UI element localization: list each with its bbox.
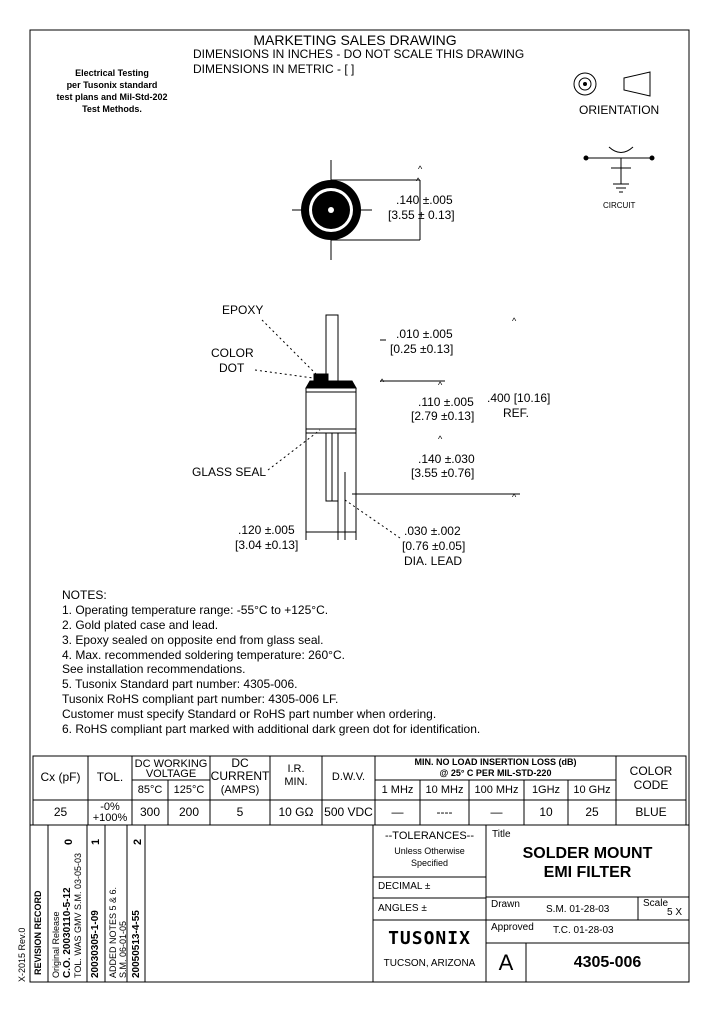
col-125c: 125°C [173,784,205,796]
testing-note-1: Electrical Testing [75,68,149,78]
disc-dim-metric: [3.55 ± 0.13] [388,208,455,222]
cell-color: BLUE [635,805,667,819]
orientation-symbol [574,72,650,96]
note-line: Tusonix RoHS compliant part number: 4305-006 LF. [62,692,339,706]
col-100mhz: 100 MHz [474,784,519,796]
revision-record-header: REVISION RECORD [33,890,43,975]
col-85c: 85°C [137,784,163,796]
col-ir-2: MIN. [284,776,308,788]
cell-amps: 5 [236,805,244,819]
company-logo: TUSONIX [388,928,471,949]
col-tol: TOL. [96,770,124,784]
svg-text:^: ^ [380,377,385,387]
lead-thickness-metric: [0.25 ±0.13] [390,342,454,356]
circuit-symbol [584,147,654,192]
cell-loss-100mhz: — [490,805,503,819]
part-title-1: SOLDER MOUNT [522,845,653,862]
cell-loss-10ghz: 25 [585,805,599,819]
circuit-label: CIRCUIT [603,201,636,210]
drawing-border [30,30,689,982]
approved-label: Approved [491,922,534,933]
drawing-title: MARKETING SALES DRAWING [253,32,457,48]
cell-tol-2: +100% [92,812,128,824]
lead-dia-metric: [0.76 ±0.05] [402,539,466,553]
col-dc-working-1: DC WORKING [134,758,208,770]
note-line: See installation recommendations. [62,662,246,676]
scale-value: 5 X [667,907,683,918]
cell-cx: 25 [53,805,68,819]
rev-1-line1: TOL. WAS GMV S.M. 03-05-03 [73,852,83,978]
col-1ghz: 1GHz [531,784,561,796]
col-dc-working-2: VOLTAGE [145,768,197,780]
scale-label: Scale [643,898,669,909]
approved-value: T.C. 01-28-03 [553,925,614,936]
overall-length: .400 [10.16] [487,391,551,405]
color-dot-label-1: COLOR [211,346,254,360]
angles-tolerance: ANGLES ± [378,903,427,914]
drawn-value: S.M. 01-28-03 [546,904,610,915]
sheet-size: A [498,950,514,975]
col-10ghz: 10 GHz [573,784,611,796]
form-number: X-2015 Rev.0 [17,927,27,982]
tolerances-sub-2: Specified [410,858,449,868]
overall-ref: REF. [503,406,530,420]
col-ir-1: I.R. [287,763,305,775]
note-line: 2. Gold plated case and lead. [62,618,219,632]
rev-0-line1: Original Release [51,911,61,978]
decimal-tolerance: DECIMAL ± [378,881,431,892]
loss-title-2: @ 25° C PER MIL-STD-220 [439,768,552,778]
drawn-label: Drawn [491,899,520,910]
orientation-label: ORIENTATION [579,103,660,117]
cell-loss-10mhz: ---- [436,805,453,819]
units-line-metric: DIMENSIONS IN METRIC - [ ] [193,62,355,76]
svg-text:^: ^ [418,164,423,174]
part-title-2: EMI FILTER [543,864,632,881]
col-color-code-1: COLOR [629,764,673,778]
col-dc-current-1: DC [231,756,249,770]
cell-loss-1ghz: 10 [539,805,553,819]
note-line: 5. Tusonix Standard part number: 4305-006. [62,677,298,691]
lead-length-metric: [3.55 ±0.76] [411,466,475,480]
col-color-code-2: CODE [633,778,669,792]
cell-dwv: 500 VDC [324,805,373,819]
note-line: Customer must specify Standard or RoHS part number when ordering. [62,707,437,721]
note-line: 4. Max. recommended soldering temperature: 260°C. [62,648,345,662]
testing-note-4: Test Methods. [82,104,142,114]
color-dot-label-2: DOT [219,361,245,375]
rev-1-line2: 20030305-1-09 [90,910,101,978]
company-city: TUCSON, ARIZONA [383,958,476,969]
lead-dia-inches: .030 ±.002 [404,524,461,538]
col-dc-current-3: (AMPS) [220,784,260,796]
cell-loss-1mhz: — [391,805,404,819]
body-dia-metric: [3.04 ±0.13] [235,538,299,552]
rev-2-number: 2 [132,838,144,845]
lead-dia-label: DIA. LEAD [404,554,463,568]
testing-note-2: per Tusonix standard [66,80,158,90]
body-length-inches: .110 ±.005 [418,395,474,409]
body-length-metric: [2.79 ±0.13] [411,409,475,423]
cell-v125: 200 [178,805,200,819]
loss-title-1: MIN. NO LOAD INSERTION LOSS (dB) [414,757,577,767]
cell-ir: 10 GΩ [278,805,314,819]
side-view-part [255,315,520,540]
cell-v85: 300 [139,805,161,819]
body-dia-inches: .120 ±.005 [238,523,295,537]
rev-2-line1: ADDED NOTES 5 & 6. [108,886,118,978]
svg-text:^: ^ [512,492,517,502]
tolerances-sub-1: Unless Otherwise [394,846,465,856]
col-10mhz: 10 MHz [425,784,464,796]
glass-seal-label: GLASS SEAL [192,465,267,479]
part-number: 4305-006 [573,954,642,971]
svg-text:^: ^ [438,434,443,444]
col-cx: Cx (pF) [40,770,81,784]
notes-title: NOTES: [62,588,107,602]
disc-dim-inches: .140 ±.005 [396,193,453,207]
rev-0-line2: C.O. 20030110-5-12 [62,887,73,978]
rev-1-number: 1 [90,838,102,845]
svg-text:^: ^ [512,316,517,326]
lead-thickness-inches: .010 ±.005 [396,327,453,341]
note-line: 6. RoHS compliant part marked with additional dark green dot for identification. [62,722,481,736]
title-label: Title [492,829,511,840]
rev-0-number: 0 [63,838,75,845]
col-dwv: D.W.V. [331,771,366,783]
col-dc-current-2: CURRENT [210,769,270,783]
rev-2-line3: 20050513-4-55 [131,910,142,978]
note-line: 1. Operating temperature range: -55°C to +125°C. [62,603,329,617]
lead-length-inches: .140 ±.030 [418,452,475,466]
tolerances-title: --TOLERANCES-- [384,830,475,842]
note-line: 3. Epoxy sealed on opposite end from glass seal. [62,633,324,647]
cell-tol-1: -0% [100,801,120,813]
col-1mhz: 1 MHz [381,784,414,796]
testing-note-3: test plans and Mil-Std-202 [56,92,168,102]
svg-text:^: ^ [416,176,421,186]
epoxy-label: EPOXY [222,303,264,317]
rev-2-line2: S.M. 06-01-05 [118,920,128,978]
svg-text:^: ^ [438,380,443,390]
units-line-inches: DIMENSIONS IN INCHES - DO NOT SCALE THIS DRAWING [193,47,525,61]
